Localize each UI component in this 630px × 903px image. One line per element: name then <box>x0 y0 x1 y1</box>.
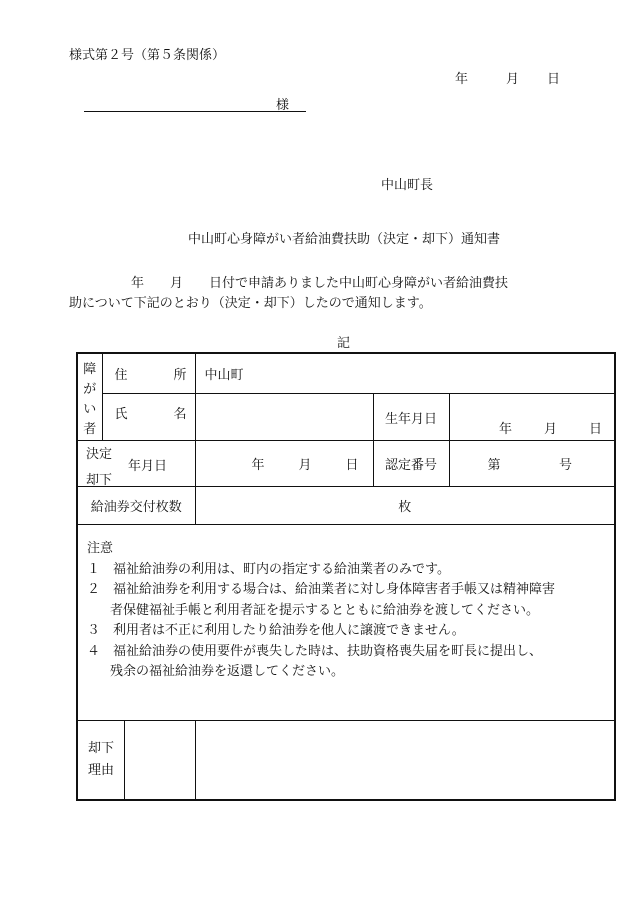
notes-cell <box>77 525 615 721</box>
note-continuation: 残余の福祉給油券を返還してください。 <box>110 664 345 679</box>
note-number: ２ <box>87 582 101 597</box>
addressee-line <box>84 94 306 112</box>
details-table <box>76 352 616 801</box>
birth-value-cell[interactable] <box>449 394 615 441</box>
body-line-2: 助について下記のとおり（決定・却下）したので通知します。 <box>69 296 432 311</box>
note-item <box>87 642 606 663</box>
birth-label-cell <box>373 394 449 441</box>
cert-label: 認定番号 <box>384 458 437 473</box>
birth-label: 生年月日 <box>384 411 437 427</box>
name-label-cell <box>102 394 195 441</box>
note-number: ３ <box>87 623 101 638</box>
address-value: 中山町 <box>204 368 244 384</box>
decision-label-2: 却下 <box>86 473 113 488</box>
decision-date-label: 年月日 <box>128 459 168 474</box>
body-line-1: 年 月 日付で申請ありました中山町心身障がい者給油費扶 <box>131 276 509 291</box>
note-continuation: 者保健福祉手帳と利用者証を提示するとともに給油券を渡してください。 <box>110 602 540 618</box>
body-text <box>69 274 569 314</box>
rejection-reason-area[interactable] <box>125 721 195 799</box>
rejection-row <box>77 721 615 801</box>
name-row <box>77 394 615 441</box>
document-title: 中山町心身障がい者給油費扶助（決定・却下）通知書 <box>188 232 501 247</box>
tickets-label-cell <box>77 487 195 525</box>
address-label-cell <box>102 353 195 394</box>
issue-date-month: 月 <box>506 72 520 87</box>
rejection-label-1: 却下 <box>87 741 114 756</box>
name-label-1: 氏 <box>114 406 128 422</box>
name-label-2: 名 <box>173 406 187 422</box>
birth-year: 年 <box>498 422 512 437</box>
honorific: 様 <box>275 98 289 113</box>
address-value-cell <box>195 353 615 394</box>
address-label-2: 所 <box>173 368 187 384</box>
cert-suffix: 号 <box>559 458 573 473</box>
birth-month: 月 <box>543 422 557 437</box>
decision-year: 年 <box>251 458 265 473</box>
issue-date-year: 年 <box>455 72 469 87</box>
issuer: 中山町長 <box>381 178 434 193</box>
note-text: 利用者は不正に利用したり給油券を他人に譲渡できません。 <box>113 623 465 638</box>
decision-label-1: 決定 <box>86 447 113 462</box>
ki-heading: 記 <box>337 336 351 351</box>
note-number: １ <box>87 561 101 577</box>
cert-prefix: 第 <box>487 458 501 473</box>
decision-month: 月 <box>298 458 312 473</box>
note-text: 福祉給油券の利用は、町内の指定する給油業者のみです。 <box>113 561 450 577</box>
form-number: 様式第２号（第５条関係） <box>69 48 226 63</box>
cert-value-cell[interactable] <box>449 441 615 487</box>
note-text: 福祉給油券を利用する場合は、給油業者に対し身体障害者手帳又は精神障害 <box>113 582 556 597</box>
notes-title: 注意 <box>87 541 114 556</box>
decision-date-cell[interactable] <box>195 441 373 487</box>
note-item <box>87 621 606 642</box>
notes-row <box>77 525 615 721</box>
issue-date <box>455 68 560 87</box>
cert-label-cell <box>373 441 449 487</box>
address-row <box>77 353 615 394</box>
decision-row <box>77 441 615 487</box>
tickets-value-cell[interactable] <box>195 487 615 525</box>
note-text: 福祉給油券の使用要件が喪失した時は、扶助資格喪失届を町長に提出し、 <box>113 643 543 659</box>
tickets-row <box>77 487 615 525</box>
issue-date-day: 日 <box>547 72 561 87</box>
decision-label-cell <box>77 441 195 487</box>
group-label-cell <box>77 353 102 441</box>
birth-day: 日 <box>589 422 603 437</box>
note-item <box>87 580 606 601</box>
decision-day: 日 <box>345 458 359 473</box>
address-label-1: 住 <box>114 368 128 384</box>
rejection-label-cell <box>78 721 125 799</box>
group-label: 障がい者 <box>83 362 97 437</box>
rejection-cell-outer <box>77 721 195 801</box>
note-item <box>87 560 606 581</box>
rejection-label-2: 理由 <box>87 763 114 778</box>
note-number: ４ <box>87 643 101 659</box>
tickets-unit: 枚 <box>398 500 412 515</box>
rejection-reason-cell[interactable] <box>195 721 615 801</box>
tickets-label: 給油券交付枚数 <box>90 500 182 515</box>
name-value-cell[interactable] <box>195 394 373 441</box>
